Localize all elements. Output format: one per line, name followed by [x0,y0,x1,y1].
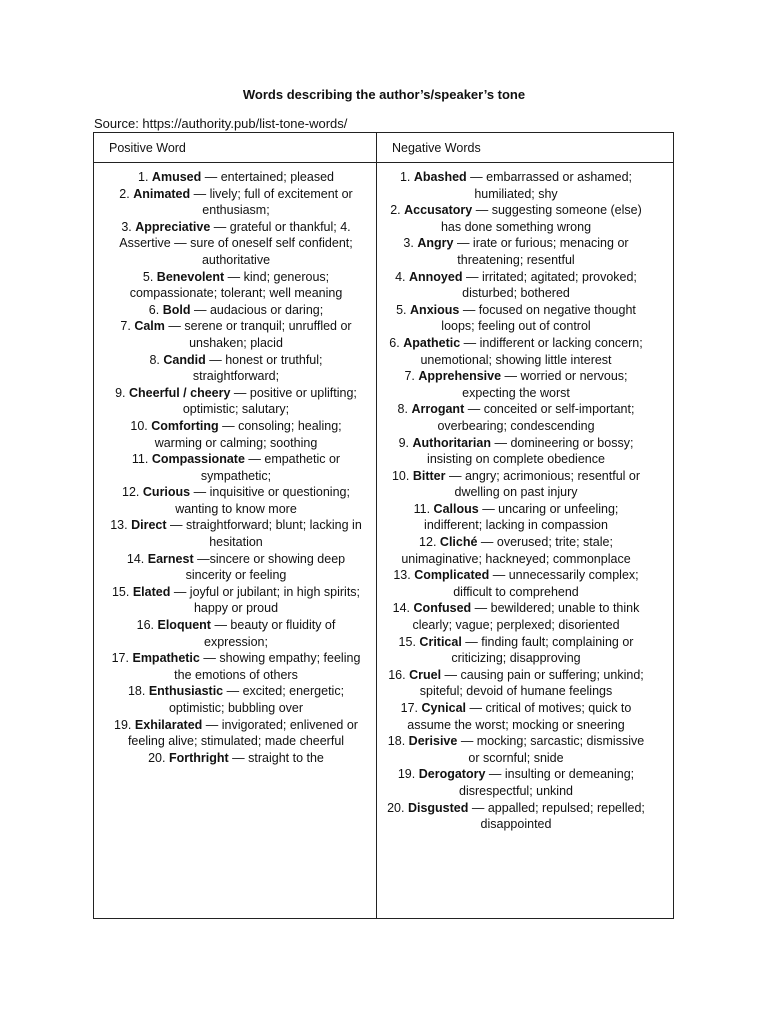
entry-number: 19. [114,717,132,732]
entry-definition: — lively; full of excitement or enthusiasm; [193,186,353,218]
entry-number: 9. [398,435,410,450]
positive-word-entry [106,584,366,617]
positive-word-entry [106,750,366,767]
entry-word: Authoritarian [412,435,491,450]
entry-word: Apprehensive [418,369,502,384]
entry-definition: — irritated; agitated; provoked; disturbed; bothered [462,269,637,301]
entry-number: 11. [131,452,149,467]
entry-definition: — consoling; healing; warming or calming; soothing [154,418,342,450]
entry-number: 14. [126,551,145,566]
negative-word-entry [386,501,646,534]
entry-word: Cynical [421,701,466,715]
entry-word: Comforting [151,418,219,433]
entry-word: Elated [132,584,171,599]
positive-word-entry [106,318,366,351]
entry-definition: — critical of motives; quick to assume the worst; mocking or sneering [407,701,632,732]
entry-word: Arrogant [411,402,465,417]
positive-word-entry [106,169,366,186]
entry-word: Cliché [439,535,478,550]
entry-word: Curious [142,485,191,500]
entry-definition: — kind; generous; compassionate; tolerant; well meaning [129,269,343,301]
entry-number: 11. [413,501,431,516]
tone-words-table [93,132,674,919]
entry-word: Accusatory [404,203,473,218]
entry-definition: — beauty or fluidity of expression; [204,618,336,649]
entry-number: 12. [419,535,437,550]
entry-number: 17. [111,651,129,666]
negative-word-entry [386,202,646,235]
entry-definition: — angry; acrimonious; resentful or dwelling on past injury [448,468,641,500]
entry-number: 8. [397,402,408,417]
entry-definition: — entertained; pleased [204,170,334,184]
positive-word-entry [106,186,366,219]
entry-definition: — straight to the [232,750,324,765]
entry-number: 15. [111,584,130,599]
entry-number: 10. [391,468,410,483]
positive-word-entry [106,717,366,750]
entry-number: 18. [127,684,146,699]
entry-word: Confused [413,601,472,616]
positive-column-header: Positive Word [109,141,186,155]
entry-number: 13. [110,518,128,533]
negative-word-entry [386,335,646,368]
negative-word-entry [386,700,646,733]
entry-number: 3. [403,236,414,251]
positive-word-entry [106,484,366,517]
entry-number: 17. [400,701,419,715]
positive-word-entry [106,219,366,269]
entry-word: Forthright [168,750,229,765]
positive-word-entry [106,451,366,484]
entry-definition: — uncaring or unfeeling; indifferent; lacking in compassion [424,501,619,533]
entry-number: 5. [396,302,407,317]
entry-definition: — causing pain or suffering; unkind; spiteful; devoid of humane feelings [419,667,644,699]
entry-word: Cruel [409,667,442,682]
entry-definition: — bewildered; unable to think clearly; vague; perplexed; disoriented [412,601,640,633]
negative-word-entry [386,766,646,799]
entry-definition: — honest or truthful; straightforward; [192,352,323,384]
entry-definition: — invigorated; enlivened or feeling alive; stimulated; made cheerful [127,717,358,749]
entry-definition: — inquisitive or questioning; wanting to know more [175,485,350,516]
entry-definition: — joyful or jubilant; in high spirits; happy or proud [173,584,361,616]
entry-definition: — straightforward; blunt; lacking in hesitation [170,518,362,550]
entry-word: Bitter [412,468,446,483]
negative-word-entry [386,600,646,633]
entry-number: 15. [398,634,416,649]
entry-word: Candid [163,352,206,367]
entry-word: Eloquent [157,618,211,633]
entry-word: Benevolent [156,269,225,284]
negative-word-entry [386,169,646,202]
entry-definition: — insulting or demeaning; disrespectful; unkind [459,767,635,798]
entry-definition: — mocking; sarcastic; dismissive or scornful; snide [460,734,645,765]
entry-definition: — overused; trite; stale; unimaginative; hackneyed; commonplace [401,535,631,566]
entry-number: 5. [142,269,154,284]
entry-number: 6. [389,335,400,350]
entry-number: 9. [115,385,126,400]
positive-word-entry [106,551,366,584]
entry-definition: — empathetic or sympathetic; [200,452,341,483]
entry-word: Annoyed [409,269,463,284]
negative-word-entry [386,435,646,468]
entry-definition: — grateful or thankful; 4. Assertive — sure of oneself self confident; authoritative [119,219,353,267]
entry-number: 12. [122,485,140,500]
entry-definition: —sincere or showing deep sincerity or feeling [185,551,346,583]
entry-word: Disgusted [407,800,469,815]
entry-number: 8. [149,352,160,367]
entry-definition: — appalled; repulsed; repelled; disappointed [471,800,645,832]
entry-word: Amused [151,170,202,184]
entry-word: Cheerful / cheery [129,385,231,400]
entry-definition: — positive or uplifting; optimistic; salutary; [182,385,357,417]
entry-definition: — unnecessarily complex; difficult to comprehend [453,568,639,599]
entry-word: Callous [433,501,479,516]
entry-number: 20. [387,800,405,815]
negative-word-entry [386,302,646,335]
entry-number: 14. [392,601,411,616]
positive-words-list [106,169,366,766]
entry-number: 10. [130,418,148,433]
entry-number: 18. [387,734,406,749]
entry-definition: — indifferent or lacking concern; unemotional; showing little interest [420,335,643,367]
positive-word-entry [106,269,366,302]
negative-word-entry [386,235,646,268]
entry-definition: — conceited or self-important; overbearing; condescending [437,402,635,433]
entry-number: 19. [397,767,416,782]
entry-number: 7. [404,369,415,384]
entry-definition: — domineering or bossy; insisting on complete obedience [427,435,634,467]
entry-word: Direct [131,518,167,533]
entry-definition: — serene or tranquil; unruffled or unshaken; placid [168,319,352,350]
entry-word: Anxious [410,302,460,317]
positive-word-entry [106,617,366,650]
column-divider [376,133,377,918]
entry-word: Empathetic [132,651,200,666]
entry-word: Apathetic [403,335,461,350]
entry-word: Derisive [408,734,458,749]
entry-number: 7. [120,319,131,334]
negative-words-list [386,169,646,833]
negative-column-header: Negative Words [392,141,481,155]
entry-number: 6. [148,302,160,317]
entry-definition: — excited; energetic; optimistic; bubbling over [168,684,345,715]
entry-word: Derogatory [418,767,486,782]
entry-word: Calm [134,319,165,334]
negative-word-entry [386,269,646,302]
entry-word: Angry [417,236,454,251]
negative-word-entry [386,534,646,567]
entry-definition: — worried or nervous; expecting the worst [462,369,628,400]
positive-word-entry [106,385,366,418]
entry-word: Bold [162,302,191,317]
entry-word: Appreciative [135,219,211,234]
entry-word: Abashed [413,170,467,184]
entry-word: Animated [133,186,191,201]
entry-definition: — embarrassed or ashamed; humiliated; shy [470,170,633,201]
source-line: Source: https://authority.pub/list-tone-words/ [94,116,348,131]
entry-word: Complicated [414,568,490,583]
positive-word-entry [106,302,366,319]
entry-number: 20. [148,750,166,765]
negative-word-entry [386,567,646,600]
positive-word-entry [106,352,366,385]
negative-word-entry [386,368,646,401]
negative-word-entry [386,667,646,700]
entry-word: Critical [419,634,462,649]
entry-number: 2. [390,203,401,218]
negative-word-entry [386,800,646,833]
entry-number: 4. [395,269,406,284]
negative-word-entry [386,468,646,501]
entry-number: 1. [399,170,411,184]
entry-number: 16. [388,667,406,682]
negative-word-entry [386,401,646,434]
negative-word-entry [386,634,646,667]
entry-word: Exhilarated [134,717,203,732]
entry-number: 13. [393,568,411,583]
entry-number: 16. [136,618,155,633]
positive-word-entry [106,517,366,550]
entry-number: 1. [138,170,149,184]
entry-number: 3. [121,219,132,234]
entry-definition: — audacious or daring; [193,302,324,317]
header-divider [94,162,673,163]
positive-word-entry [106,650,366,683]
entry-definition: — irate or furious; menacing or threatening; resentful [456,236,629,267]
entry-definition: — suggesting someone (else) has done something wrong [440,203,642,234]
negative-word-entry [386,733,646,766]
entry-word: Compassionate [151,452,245,467]
positive-word-entry [106,418,366,451]
entry-word: Earnest [147,551,194,566]
entry-definition: — showing empathy; feeling the emotions of others [174,651,361,682]
document-title: Words describing the author’s/speaker’s tone [242,87,526,102]
entry-number: 2. [119,186,130,201]
entry-definition: — finding fault; complaining or criticizing; disapproving [451,634,634,666]
positive-word-entry [106,683,366,716]
entry-word: Enthusiastic [148,684,224,699]
entry-definition: — focused on negative thought loops; feeling out of control [441,302,636,334]
